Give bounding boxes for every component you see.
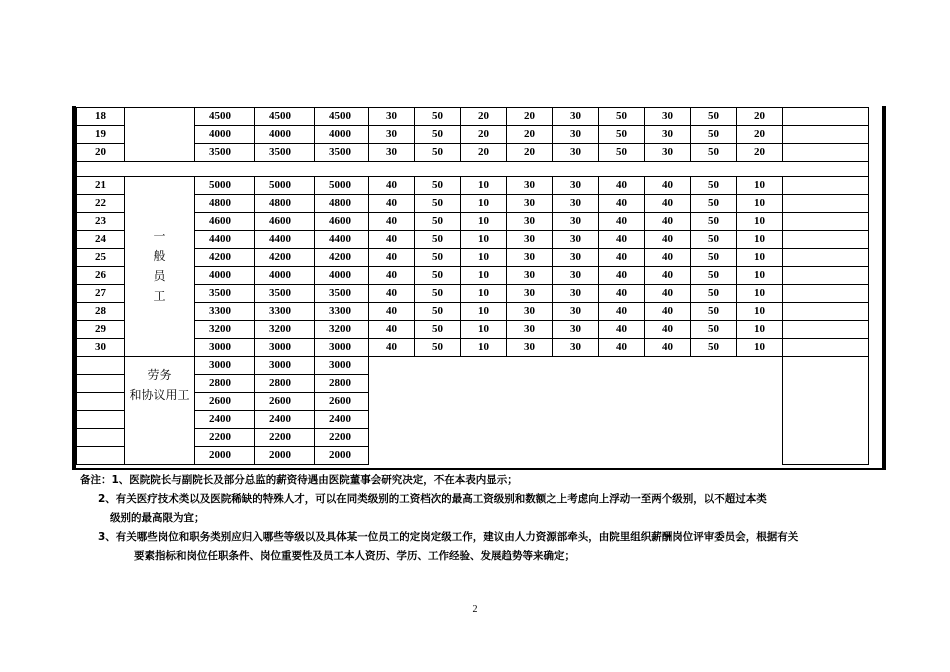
value-cell: 2800 <box>255 375 315 393</box>
value-cell: 3300 <box>315 303 369 321</box>
salary-table <box>76 107 869 465</box>
value-cell: 40 <box>369 267 415 285</box>
table-row <box>77 144 869 162</box>
value-cell: 4000 <box>315 126 369 144</box>
value-cell: 30 <box>507 339 553 357</box>
value-cell: 3500 <box>255 285 315 303</box>
value-cell: 10 <box>461 177 507 195</box>
category-label: 一般员工 <box>153 229 166 303</box>
value-cell: 4000 <box>315 267 369 285</box>
value-cell: 10 <box>737 213 783 231</box>
value-cell: 30 <box>645 108 691 126</box>
value-cell: 4400 <box>195 231 255 249</box>
value-cell: 50 <box>415 267 461 285</box>
separator-cell <box>77 162 869 177</box>
value-cell: 10 <box>461 249 507 267</box>
value-cell: 50 <box>691 303 737 321</box>
value-cell: 2400 <box>255 411 315 429</box>
value-cell: 20 <box>737 126 783 144</box>
table-row <box>77 108 869 126</box>
value-cell: 10 <box>737 177 783 195</box>
value-cell: 40 <box>599 267 645 285</box>
value-cell: 30 <box>553 267 599 285</box>
note-line-2: 2、有关医疗技术类以及医院稀缺的特殊人才，可以在同类级别的工资档次的最高工资级别和数额之上考虑向上浮动一至两个级别，以不超过本类 <box>98 493 767 505</box>
level-cell: 23 <box>77 213 125 231</box>
table-row <box>77 339 869 357</box>
empty-cell <box>783 249 869 267</box>
value-cell: 40 <box>599 339 645 357</box>
value-cell: 40 <box>645 267 691 285</box>
value-cell: 30 <box>507 213 553 231</box>
value-cell: 3300 <box>195 303 255 321</box>
value-cell: 30 <box>553 339 599 357</box>
value-cell: 4400 <box>315 231 369 249</box>
level-cell <box>77 375 125 393</box>
value-cell: 10 <box>737 339 783 357</box>
level-cell: 29 <box>77 321 125 339</box>
value-cell: 20 <box>507 144 553 162</box>
value-cell: 3500 <box>195 144 255 162</box>
value-cell: 4800 <box>315 195 369 213</box>
value-cell: 3500 <box>195 285 255 303</box>
value-cell: 5000 <box>255 177 315 195</box>
level-cell <box>77 447 125 465</box>
value-cell: 20 <box>507 108 553 126</box>
value-cell: 10 <box>737 285 783 303</box>
value-cell: 4500 <box>255 108 315 126</box>
value-cell: 40 <box>369 285 415 303</box>
value-cell: 40 <box>645 321 691 339</box>
value-cell: 40 <box>645 177 691 195</box>
level-cell <box>77 411 125 429</box>
value-cell: 3200 <box>195 321 255 339</box>
value-cell: 2800 <box>315 375 369 393</box>
level-cell: 19 <box>77 126 125 144</box>
value-cell: 10 <box>737 195 783 213</box>
value-cell: 40 <box>645 339 691 357</box>
value-cell: 50 <box>691 108 737 126</box>
level-cell: 30 <box>77 339 125 357</box>
empty-cell <box>783 144 869 162</box>
value-cell: 40 <box>599 321 645 339</box>
level-cell <box>77 393 125 411</box>
value-cell: 50 <box>691 339 737 357</box>
value-cell: 4600 <box>195 213 255 231</box>
value-cell: 30 <box>553 285 599 303</box>
value-cell: 2800 <box>195 375 255 393</box>
category-cell <box>125 108 195 162</box>
value-cell: 3200 <box>315 321 369 339</box>
value-cell: 4200 <box>255 249 315 267</box>
value-cell: 2200 <box>315 429 369 447</box>
empty-cell <box>783 126 869 144</box>
value-cell: 30 <box>507 177 553 195</box>
empty-cell <box>783 357 869 465</box>
value-cell: 50 <box>415 195 461 213</box>
category-cell <box>125 177 195 357</box>
value-cell: 30 <box>645 144 691 162</box>
note-line-3: 级别的最高限为宜； <box>110 512 205 524</box>
level-cell: 18 <box>77 108 125 126</box>
table-row <box>77 303 869 321</box>
value-cell: 40 <box>599 195 645 213</box>
value-cell: 10 <box>737 267 783 285</box>
level-cell: 22 <box>77 195 125 213</box>
value-cell: 50 <box>415 177 461 195</box>
value-cell: 50 <box>691 321 737 339</box>
table-row <box>77 249 869 267</box>
value-cell: 40 <box>645 285 691 303</box>
value-cell: 4000 <box>255 267 315 285</box>
value-cell: 4400 <box>255 231 315 249</box>
value-cell: 30 <box>507 321 553 339</box>
value-cell: 50 <box>415 213 461 231</box>
value-cell: 2200 <box>195 429 255 447</box>
value-cell: 40 <box>599 231 645 249</box>
value-cell: 50 <box>415 285 461 303</box>
value-cell: 40 <box>645 231 691 249</box>
value-cell: 2400 <box>195 411 255 429</box>
value-cell: 40 <box>645 249 691 267</box>
value-cell: 10 <box>461 339 507 357</box>
value-cell: 10 <box>737 321 783 339</box>
value-cell: 20 <box>461 126 507 144</box>
value-cell: 20 <box>507 126 553 144</box>
value-cell: 50 <box>691 177 737 195</box>
value-cell: 40 <box>599 303 645 321</box>
value-cell: 50 <box>691 126 737 144</box>
value-cell: 40 <box>645 213 691 231</box>
empty-cell <box>783 285 869 303</box>
value-cell: 30 <box>553 195 599 213</box>
value-cell: 5000 <box>315 177 369 195</box>
value-cell: 40 <box>645 303 691 321</box>
level-cell: 21 <box>77 177 125 195</box>
value-cell: 40 <box>369 195 415 213</box>
value-cell: 30 <box>507 303 553 321</box>
table-row <box>77 357 869 375</box>
table-row <box>77 177 869 195</box>
value-cell: 4200 <box>195 249 255 267</box>
value-cell: 20 <box>737 144 783 162</box>
note-line-1: 备注：1、医院院长与副院长及部分总监的薪资待遇由医院董事会研究决定，不在本表内显示； <box>80 474 518 486</box>
level-cell <box>77 429 125 447</box>
value-cell: 2600 <box>315 393 369 411</box>
value-cell: 4800 <box>255 195 315 213</box>
value-cell: 40 <box>369 249 415 267</box>
value-cell: 40 <box>369 339 415 357</box>
value-cell: 50 <box>691 231 737 249</box>
value-cell: 50 <box>691 267 737 285</box>
level-cell: 20 <box>77 144 125 162</box>
value-cell: 30 <box>553 321 599 339</box>
value-cell: 20 <box>737 108 783 126</box>
value-cell: 10 <box>461 321 507 339</box>
value-cell: 10 <box>461 231 507 249</box>
separator-row <box>77 162 869 177</box>
value-cell: 4600 <box>315 213 369 231</box>
value-cell: 50 <box>415 321 461 339</box>
value-cell: 50 <box>415 249 461 267</box>
value-cell: 30 <box>369 126 415 144</box>
value-cell: 50 <box>691 285 737 303</box>
value-cell: 50 <box>691 213 737 231</box>
empty-cell <box>783 108 869 126</box>
value-cell: 4000 <box>195 267 255 285</box>
value-cell: 40 <box>599 249 645 267</box>
value-cell: 2000 <box>315 447 369 465</box>
value-cell: 50 <box>599 108 645 126</box>
value-cell: 10 <box>461 285 507 303</box>
value-cell: 40 <box>369 177 415 195</box>
note-line-4: 3、有关哪些岗位和职务类别应归入哪些等级以及具体某一位员工的定岗定级工作，建议由人力资源部牵头，由院里组织薪酬岗位评审委员会，根据有关 <box>98 531 799 543</box>
value-cell: 50 <box>599 126 645 144</box>
value-cell: 10 <box>461 267 507 285</box>
level-cell: 27 <box>77 285 125 303</box>
value-cell: 30 <box>553 303 599 321</box>
value-cell: 30 <box>553 108 599 126</box>
empty-cell <box>783 177 869 195</box>
empty-cell <box>783 231 869 249</box>
value-cell: 50 <box>415 339 461 357</box>
value-cell: 10 <box>737 303 783 321</box>
value-cell: 10 <box>737 249 783 267</box>
value-cell: 50 <box>415 231 461 249</box>
value-cell: 3300 <box>255 303 315 321</box>
value-cell: 50 <box>691 195 737 213</box>
value-cell: 30 <box>553 231 599 249</box>
value-cell: 5000 <box>195 177 255 195</box>
value-cell: 3000 <box>315 339 369 357</box>
empty-cell <box>783 321 869 339</box>
value-cell: 40 <box>599 213 645 231</box>
value-cell: 4600 <box>255 213 315 231</box>
value-cell: 50 <box>415 144 461 162</box>
value-cell: 3500 <box>315 144 369 162</box>
value-cell: 3000 <box>195 339 255 357</box>
value-cell: 30 <box>507 249 553 267</box>
table-row <box>77 126 869 144</box>
value-cell: 20 <box>461 144 507 162</box>
value-cell: 30 <box>645 126 691 144</box>
value-cell: 3000 <box>255 357 315 375</box>
empty-cell <box>783 195 869 213</box>
category-label: 和协议用工 <box>129 388 190 402</box>
level-cell: 25 <box>77 249 125 267</box>
value-cell: 10 <box>461 213 507 231</box>
value-cell: 30 <box>507 231 553 249</box>
value-cell: 4000 <box>195 126 255 144</box>
value-cell: 50 <box>599 144 645 162</box>
value-cell: 20 <box>461 108 507 126</box>
level-cell: 28 <box>77 303 125 321</box>
value-cell: 2000 <box>195 447 255 465</box>
value-cell: 50 <box>415 303 461 321</box>
value-cell: 4500 <box>195 108 255 126</box>
value-cell: 50 <box>415 126 461 144</box>
value-cell: 30 <box>507 285 553 303</box>
value-cell: 30 <box>553 177 599 195</box>
value-cell: 4500 <box>315 108 369 126</box>
value-cell: 2000 <box>255 447 315 465</box>
value-cell: 3000 <box>195 357 255 375</box>
level-cell <box>77 357 125 375</box>
note-line-5: 要素指标和岗位任职条件、岗位重要性及员工本人资历、学历、工作经验、发展趋势等来确定； <box>134 550 575 562</box>
page-number: 2 <box>472 604 478 615</box>
table-row <box>77 267 869 285</box>
value-cell: 40 <box>369 321 415 339</box>
value-cell: 4000 <box>255 126 315 144</box>
value-cell: 2400 <box>315 411 369 429</box>
empty-cell <box>783 267 869 285</box>
table-row <box>77 195 869 213</box>
value-cell: 2600 <box>195 393 255 411</box>
value-cell: 40 <box>599 177 645 195</box>
value-cell: 2200 <box>255 429 315 447</box>
value-cell: 3200 <box>255 321 315 339</box>
category-label: 劳务 <box>147 368 172 382</box>
empty-cell <box>783 213 869 231</box>
value-cell: 40 <box>369 231 415 249</box>
value-cell: 30 <box>507 195 553 213</box>
value-cell: 30 <box>553 249 599 267</box>
value-cell: 40 <box>599 285 645 303</box>
value-cell: 4200 <box>315 249 369 267</box>
table-row <box>77 231 869 249</box>
value-cell: 40 <box>369 213 415 231</box>
table-row <box>77 213 869 231</box>
value-cell: 30 <box>553 144 599 162</box>
value-cell: 3000 <box>255 339 315 357</box>
value-cell: 30 <box>369 108 415 126</box>
empty-cell <box>783 339 869 357</box>
table-row <box>77 321 869 339</box>
level-cell: 26 <box>77 267 125 285</box>
empty-cell <box>783 303 869 321</box>
value-cell: 10 <box>461 195 507 213</box>
value-cell: 40 <box>369 303 415 321</box>
category-cell <box>125 357 195 465</box>
value-cell: 3500 <box>255 144 315 162</box>
value-cell: 4800 <box>195 195 255 213</box>
value-cell: 40 <box>645 195 691 213</box>
value-cell: 30 <box>553 213 599 231</box>
value-cell: 50 <box>691 249 737 267</box>
value-cell: 3500 <box>315 285 369 303</box>
value-cell: 30 <box>553 126 599 144</box>
value-cell: 2600 <box>255 393 315 411</box>
value-cell: 30 <box>369 144 415 162</box>
level-cell: 24 <box>77 231 125 249</box>
table-row <box>77 285 869 303</box>
value-cell: 50 <box>691 144 737 162</box>
value-cell: 3000 <box>315 357 369 375</box>
empty-area <box>369 357 783 465</box>
value-cell: 50 <box>415 108 461 126</box>
value-cell: 30 <box>507 267 553 285</box>
value-cell: 10 <box>737 231 783 249</box>
value-cell: 10 <box>461 303 507 321</box>
